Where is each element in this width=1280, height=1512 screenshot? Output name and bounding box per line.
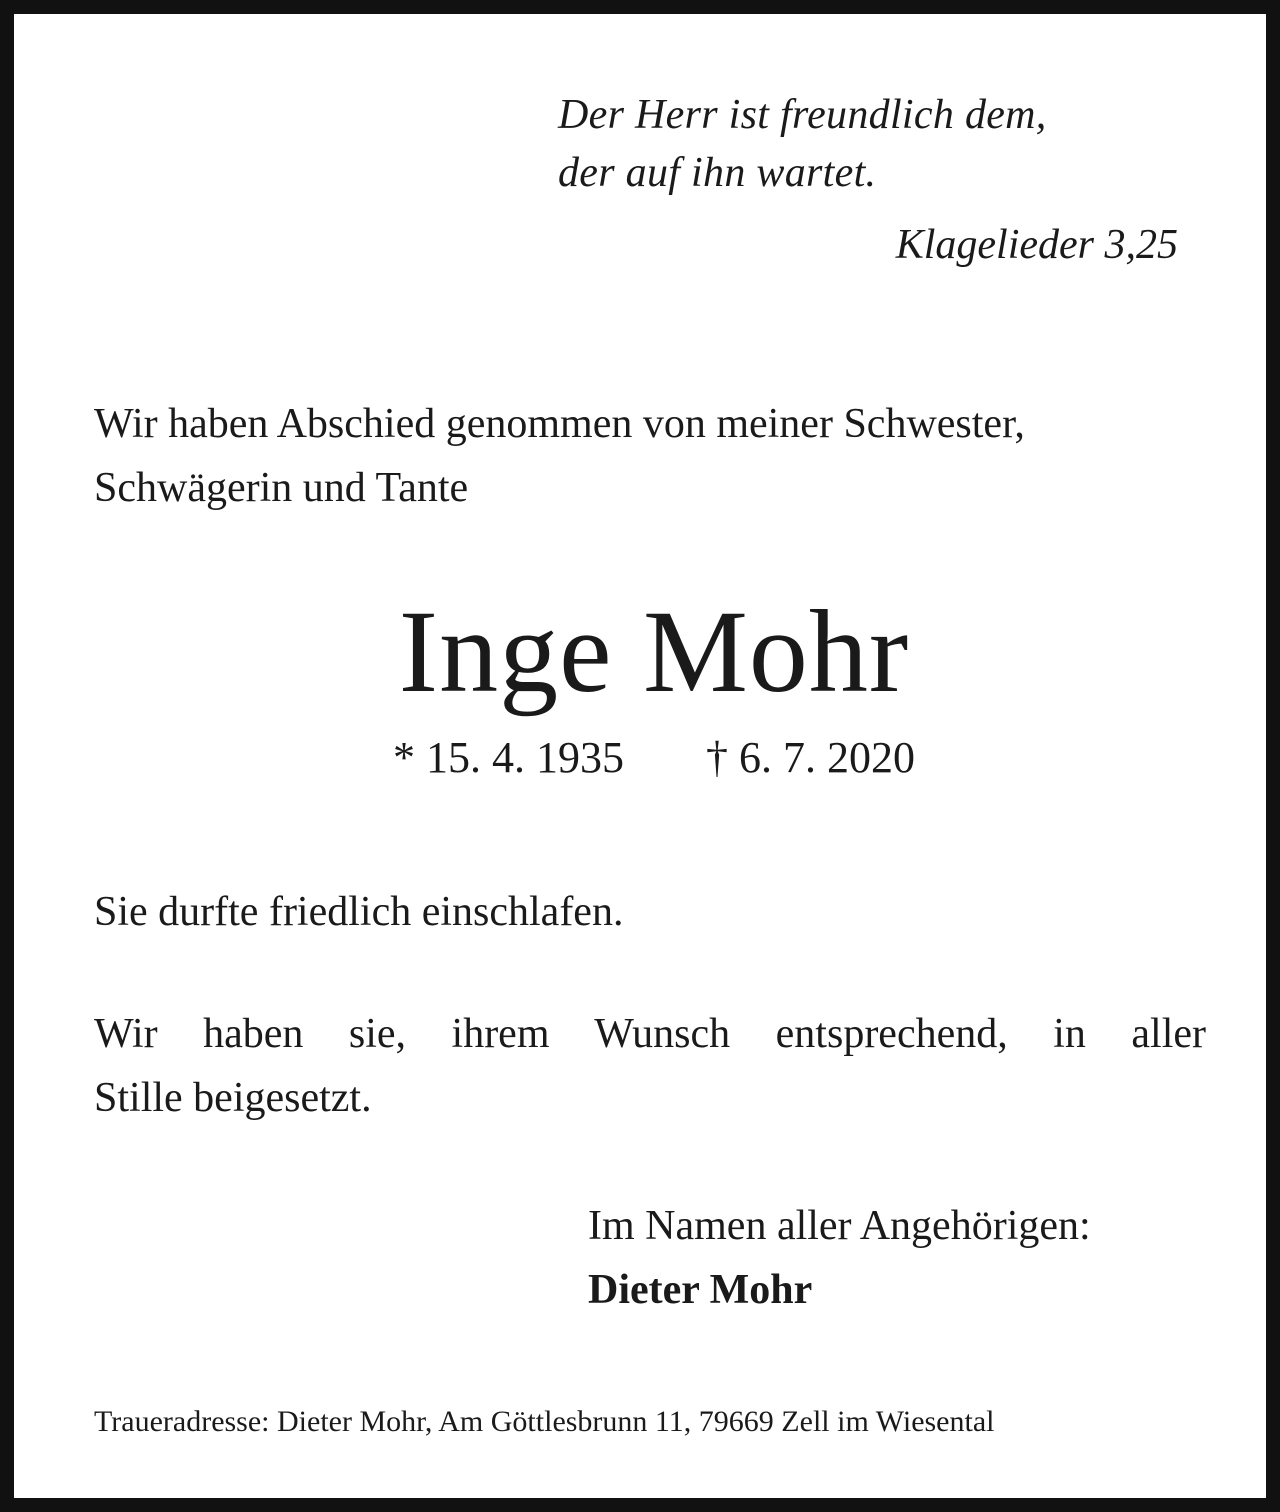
signoff-name: Dieter Mohr bbox=[588, 1267, 813, 1313]
mourning-address: Traueradresse: Dieter Mohr, Am Göttlesbrunn 11, 79669 Zell im Wiesental bbox=[94, 1405, 995, 1438]
verse-line-2: der auf ihn wartet. bbox=[558, 150, 877, 196]
peace-text: Sie durfte friedlich einschlafen. bbox=[94, 889, 624, 935]
intro-line-1: Wir haben Abschied genommen von meiner Schwester, bbox=[94, 401, 1025, 447]
burial-text bbox=[94, 1002, 1206, 1130]
intro-text bbox=[94, 392, 1206, 520]
burial-line-2: Stille beigesetzt. bbox=[94, 1075, 372, 1121]
intro-line-2: Schwägerin und Tante bbox=[94, 465, 469, 511]
birth-date: * 15. 4. 1935 bbox=[393, 733, 624, 782]
signoff-label: Im Namen aller Angehörigen: bbox=[588, 1203, 1091, 1249]
life-dates bbox=[14, 730, 1280, 786]
deceased-name: Inge Mohr bbox=[398, 586, 910, 717]
verse-line-1: Der Herr ist freundlich dem, bbox=[558, 92, 1047, 138]
death-date: † 6. 7. 2020 bbox=[706, 733, 915, 782]
verse-reference: Klagelieder 3,25 bbox=[895, 222, 1178, 268]
bible-verse bbox=[558, 86, 1178, 202]
burial-line-1: Wir haben sie, ihrem Wunsch entsprechend, in aller bbox=[94, 1011, 1206, 1057]
signoff bbox=[588, 1194, 1091, 1322]
